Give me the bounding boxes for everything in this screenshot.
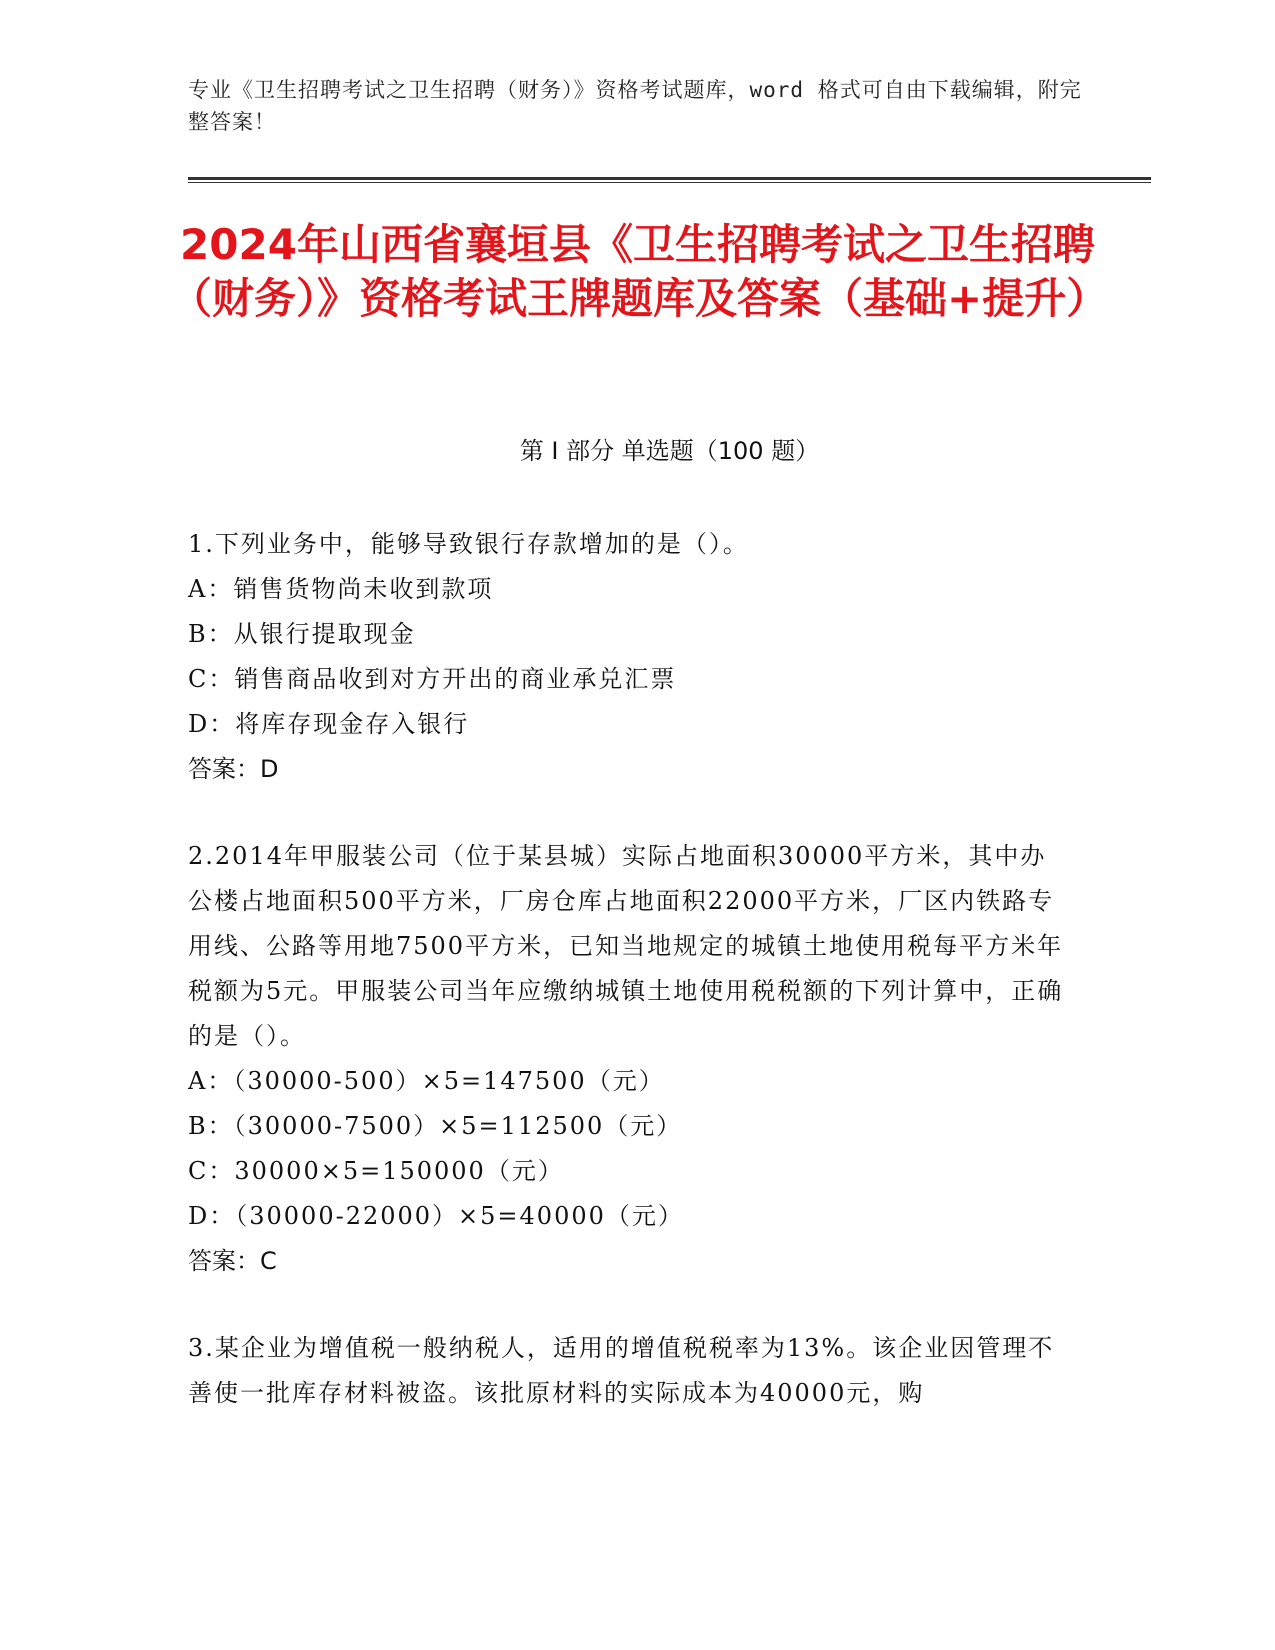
answer-line: 答案：D	[188, 755, 279, 783]
section-heading: 第 I 部分 单选题（100 题）	[519, 437, 820, 465]
option-a: A：（30000-500）×5=147500（元）	[188, 1067, 665, 1095]
option-d: D：将库存现金存入银行	[188, 710, 470, 738]
question-3	[188, 1326, 1068, 1416]
question-list	[188, 522, 1068, 1458]
answer-line: 答案：C	[188, 1247, 277, 1275]
option-d: D：（30000-22000）×5=40000（元）	[188, 1202, 684, 1230]
header-divider-thick	[188, 177, 1151, 180]
document-title: 2024年山西省襄垣县《卫生招聘考试之卫生招聘（财务）》资格考试王牌题库及答案（基础+提升）	[170, 220, 1109, 323]
question-stem: 3.某企业为增值税一般纳税人，适用的增值税税率为13%。该企业因管理不善使一批库存材料被盗。该批原材料的实际成本为40000元，购	[188, 1334, 1055, 1407]
header-divider-thin	[188, 182, 1151, 183]
option-b: B：从银行提取现金	[188, 620, 416, 648]
option-c: C：销售商品收到对方开出的商业承兑汇票	[188, 665, 677, 693]
header-note: 专业《卫生招聘考试之卫生招聘（财务）》资格考试题库，word 格式可自由下载编辑，附完整答案！	[188, 78, 1082, 134]
question-stem: 1.下列业务中，能够导致银行存款增加的是（）。	[188, 530, 749, 558]
option-b: B：（30000-7500）×5=112500（元）	[188, 1112, 683, 1140]
option-a: A：销售货物尚未收到款项	[188, 575, 494, 603]
question-2	[188, 834, 1068, 1284]
question-stem: 2.2014年甲服装公司（位于某县城）实际占地面积30000平方米，其中办公楼占地面积500平方米，厂房仓库占地面积22000平方米，厂区内铁路专用线、公路等用地7500平方米，已知当地规定的城镇土地使用税每平方米年税额为5元。甲服装公司当年应缴纳城镇土地使用税税额的下列计算中，正确的是（）。	[188, 842, 1064, 1050]
question-1	[188, 522, 1068, 792]
option-c: C：30000×5=150000（元）	[188, 1157, 564, 1185]
